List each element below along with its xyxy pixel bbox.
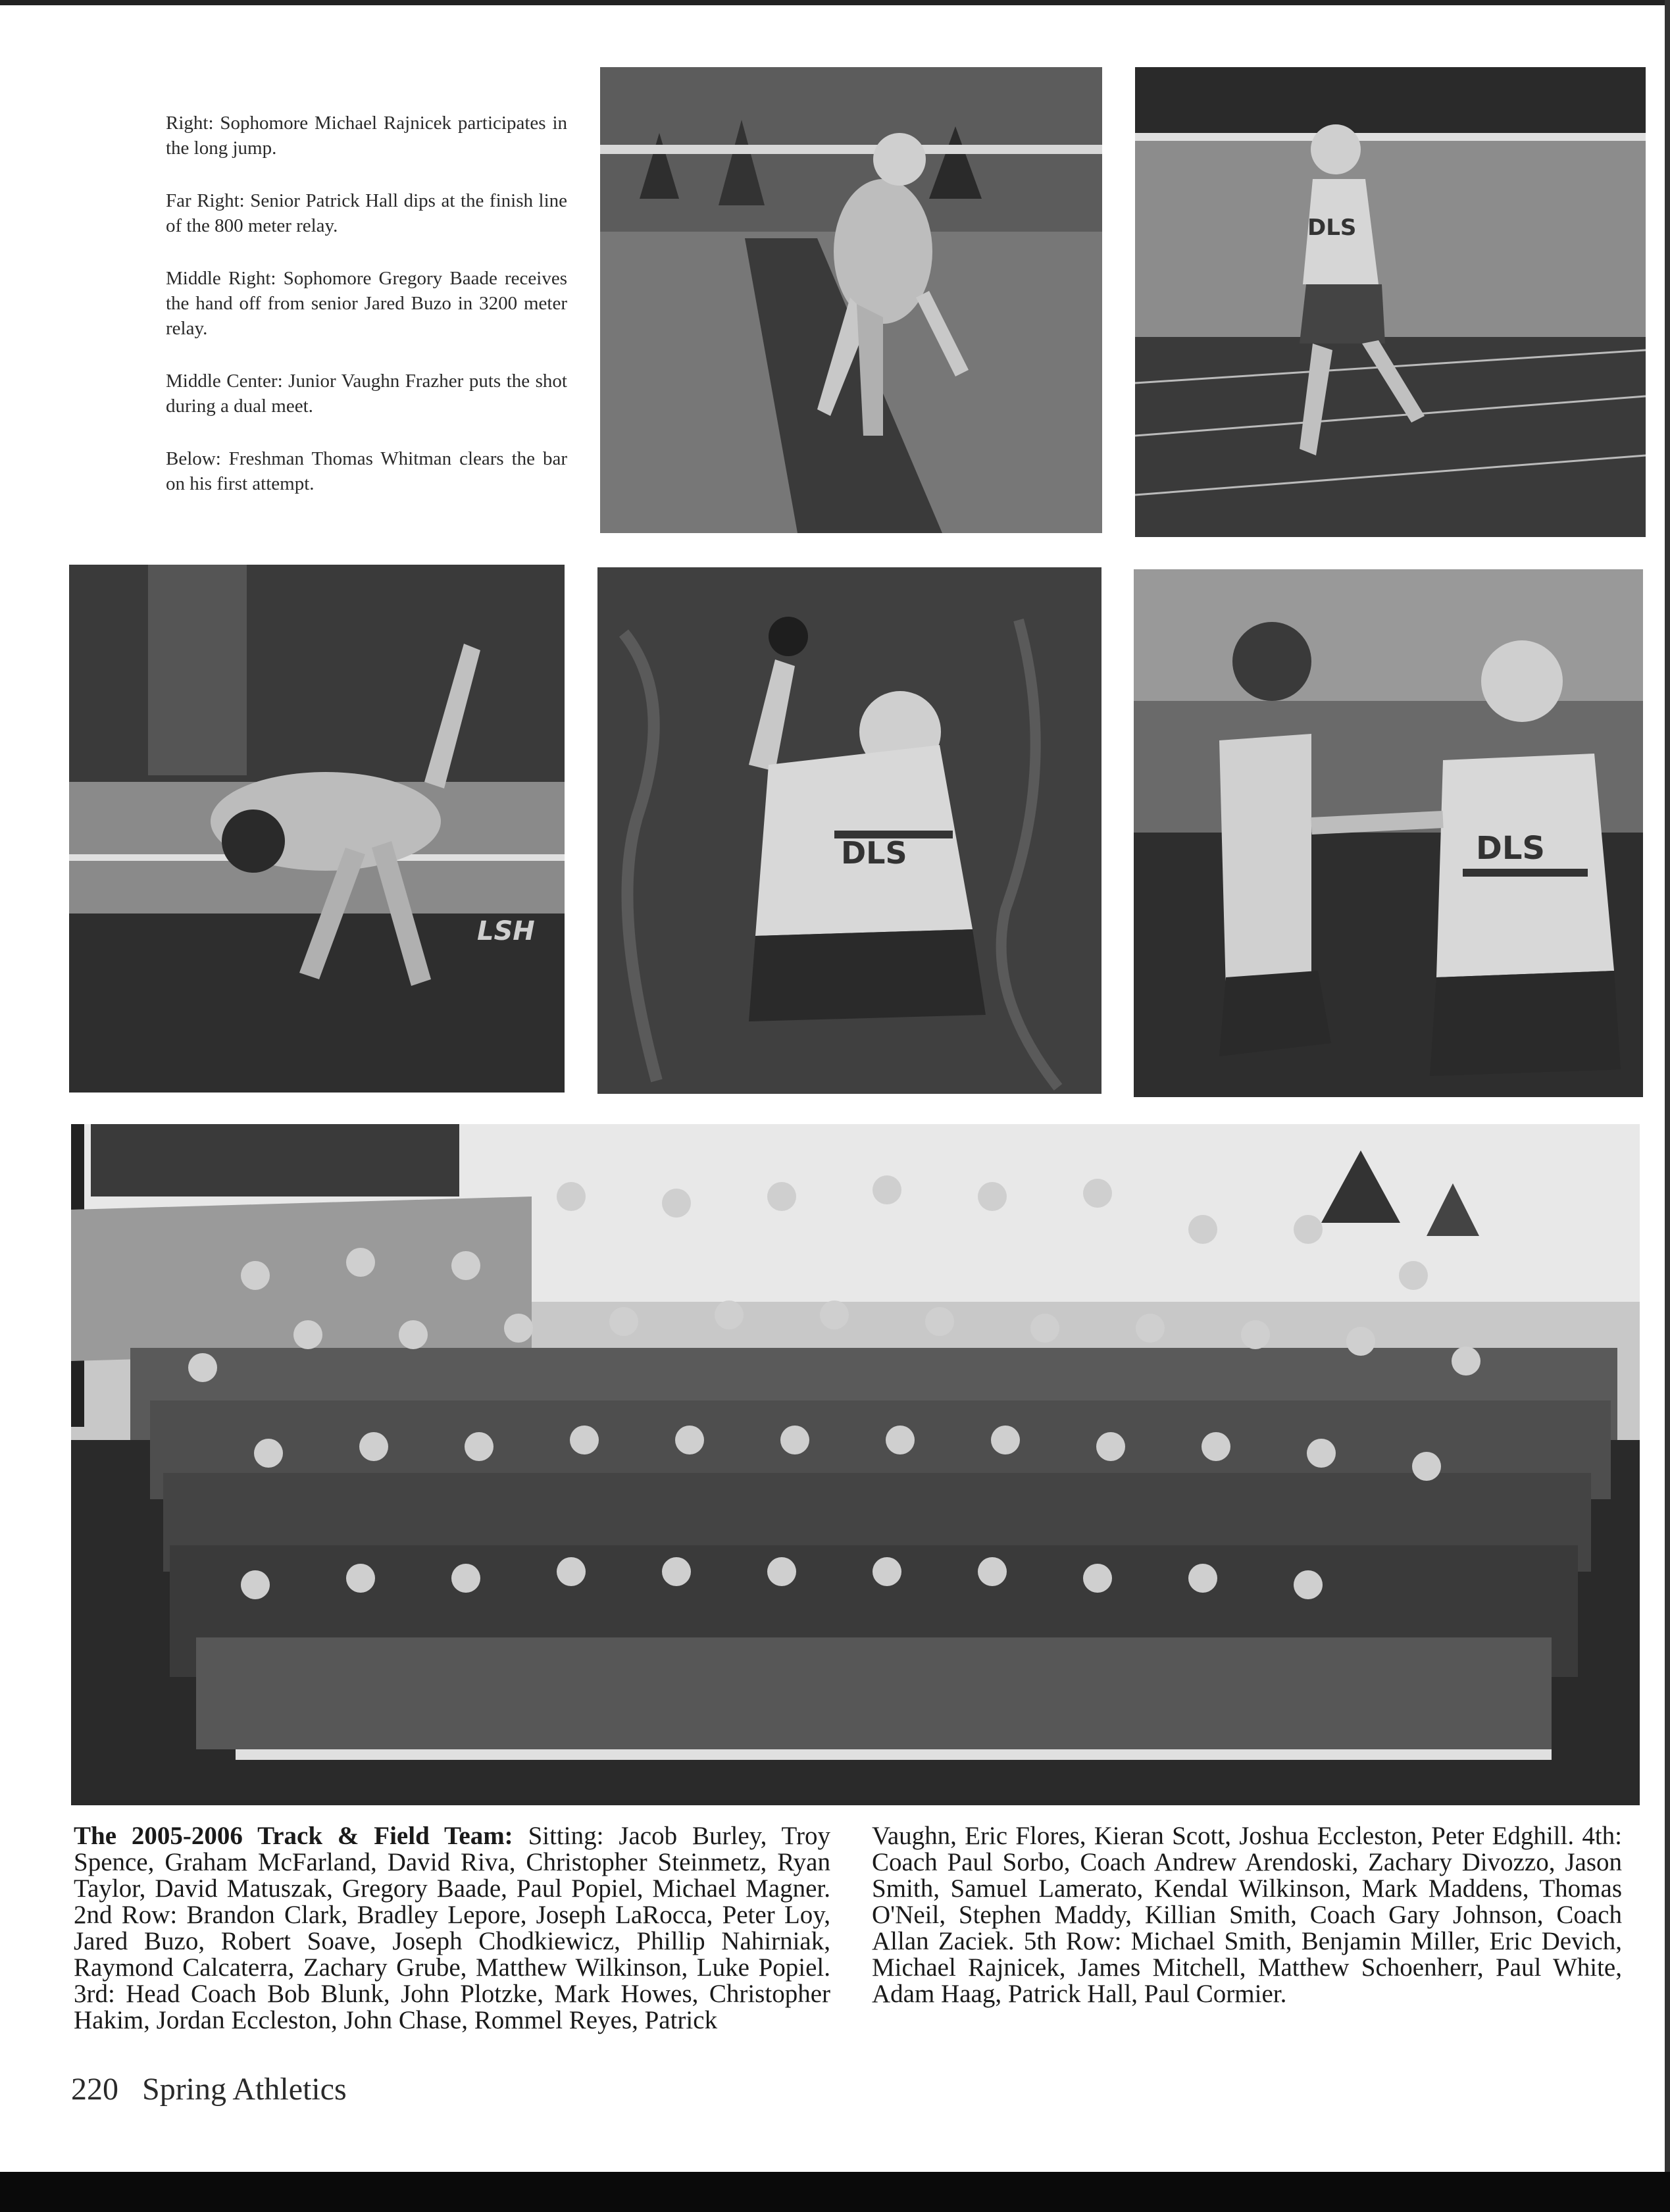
section-title: Spring Athletics (142, 2072, 347, 2107)
long-jump-photo (600, 67, 1102, 533)
caption-shot-put: Middle Center: Junior Vaughn Frazher puts the shot during a dual meet. (166, 371, 567, 417)
caption-relay-finish: Far Right: Senior Patrick Hall dips at the finish line of the 800 meter relay. (166, 190, 567, 236)
team-photo (71, 1124, 1640, 1805)
caption-long-jump: Right: Sophomore Michael Rajnicek participates in the long jump. (166, 113, 567, 159)
team-caption-right-column: Vaughn, Eric Flores, Kieran Scott, Joshua Eccleston, Peter Edghill. 4th: Coach Paul Sorbo, Coach Andrew Arendoski, Zachary Divozzo, Jason Smith, Samuel Lamerato, Kendal Wilkinson, Mark Maddens, Thomas O'Neil, Stephen Maddy, Killian Smith, Coach Gary Johnson, Coach Allan Zaciek. 5th Row: Michael Smith, Benjamin Miller, Eric Devich, Michael Rajnicek, James Mitchell, Matthew Schoenherr, Paul White, Adam Haag, Patrick Hall, Paul Cormier. (872, 1822, 1622, 2008)
team-caption-left-column (74, 1823, 830, 2034)
photo-captions (166, 111, 567, 524)
jersey-lettering: DLS (1307, 215, 1357, 241)
high-jump-photo (69, 565, 565, 1093)
caption-relay-handoff: Middle Right: Sophomore Gregory Baade receives the hand off from senior Jared Buzo in 3200 meter relay. (166, 268, 567, 339)
caption-high-jump: Below: Freshman Thomas Whitman clears the bar on his first attempt. (166, 448, 567, 494)
page-top-edge (0, 0, 1670, 5)
page-right-edge (1665, 0, 1670, 2172)
relay-handoff-photo (1134, 569, 1643, 1097)
page-bottom-edge (0, 2172, 1670, 2212)
jersey-lettering: DLS (841, 835, 907, 871)
team-caption-left-body: Sitting: Jacob Burley, Troy Spence, Graham McFarland, David Riva, Christopher Steinmetz, Ryan Taylor, David Matuszak, Gregory Baade, Paul Popiel, Michael Magner. 2nd Row: Brandon Clark, Bradley Lepore, Joseph LaRocca, Peter Loy, Jared Buzo, Robert Soave, Joseph Chodkiewicz, Phillip Nahirniak, Raymond Calcaterra, Zachary Grube, Matthew Wilkinson, Luke Popiel. 3rd: Head Coach Bob Blunk, John Plotzke, Mark Howes, Christopher Hakim, Jordan Eccleston, John Chase, Rommel Reyes, Patrick (74, 1822, 830, 2034)
team-caption-heading: The 2005-2006 Track & Field Team: (74, 1822, 513, 1850)
stadium-sign: LSH (477, 916, 535, 946)
shot-put-photo (597, 567, 1101, 1094)
page-number: 220 (71, 2072, 118, 2107)
relay-finish-photo (1135, 67, 1646, 537)
page-folio (71, 2071, 347, 2107)
jersey-lettering: DLS (1476, 830, 1545, 867)
